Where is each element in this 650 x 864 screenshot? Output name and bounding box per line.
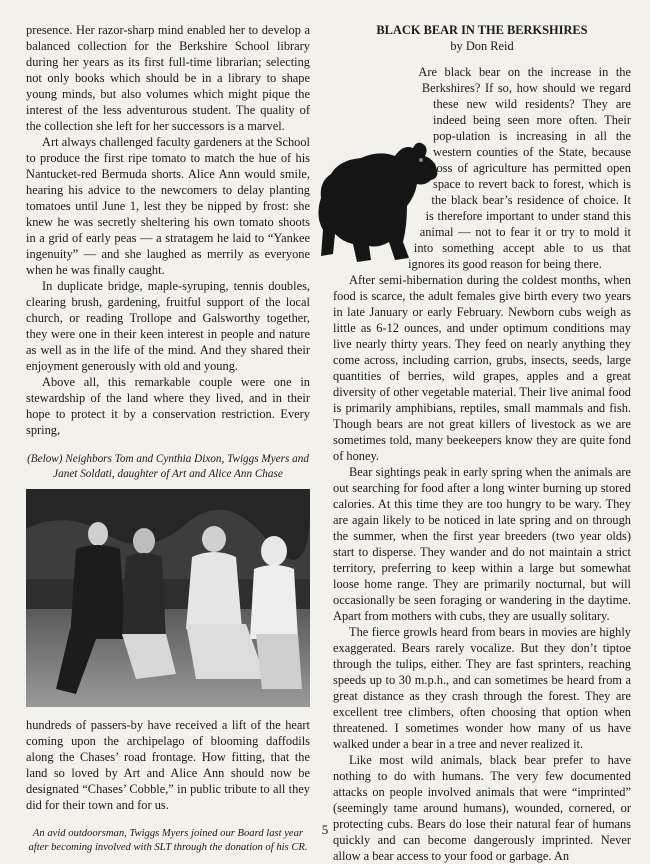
left-paragraph-3: In duplicate bridge, maple-syruping, tennis doubles, clearing brush, gardening, fruitful support of the local church, or reading Trollope and Galsworthy together, they were one in their keen interest in people and nature as well as in the life of the mind. And they shared their enjoyment generously with old and young. <box>26 279 310 373</box>
right-column <box>333 22 631 864</box>
left-paragraph-4: Above all, this remarkable couple were one in stewardship of the land where they lived, and in their hope to protect it by a conservation restriction. Every spring, <box>26 375 310 437</box>
right-paragraph-2: After semi-hibernation during the coldest months, when food is scarce, the adult females give birth every two years in late January or early February. Newborn cubs weigh as little as 6-12 ounces, and under optimum conditions may live nearly thirty years. They feed on nearly anything they come across, including carrion, grubs, insects, seeds, large quantities of berries, wild grapes, apples and a great diversity of other vegetable material. Their live animal food is primarily amphibians, reptiles, small mammals and fish. Though bears are not great killers of livestock as we are sometimes told, many beekeepers know they are quite fond of honey. <box>333 273 631 463</box>
right-paragraph-5: Like most wild animals, black bear prefer to have nothing to do with humans. The very few documented attacks on people involved animals that were “imprinted” (seemingly tame around humans), wounded, cornered, or protecting cubs. Bears do lose their natural fear of humans quickly and can become dangerously imprinted. Never allow a bear access to your food or garbage. An <box>333 753 631 863</box>
bear-illustration <box>297 130 427 270</box>
page-number: 5 <box>321 822 329 837</box>
group-photo-image <box>26 489 310 707</box>
photo-caption: (Below) Neighbors Tom and Cynthia Dixon, Twiggs Myers and Janet Soldati, daughter of Art and Alice Ann Chase <box>27 453 309 480</box>
right-paragraph-4: The fierce growls heard from bears in movies are highly exaggerated. Bears rarely vocalize. But they don’t tiptoe through the tulips, either. They are fast sprinters, reaching speeds up to 30 m.p.h., and can sometimes be heard from a great distance as they crash through the forest. They are excellent tree climbers, often choosing that option when threatened. I sometimes wonder how many of us have walked under a bear in a tree and never realized it. <box>333 625 631 751</box>
left-column <box>26 22 310 854</box>
left-paragraph-1: presence. Her razor-sharp mind enabled her to develop a balanced collection for the Berkshire School library during her years as its first full-time librarian; selecting not only books which should be in a library to shape young minds, but also volumes which might pique the interest of the less adventurous student. The quality of the collection she left for her successors is a marvel. <box>26 23 310 133</box>
right-paragraph-1 <box>333 64 631 272</box>
article-byline: by Don Reid <box>450 39 514 53</box>
left-paragraph-5: hundreds of passers-by have received a lift of the heart coming upon the archipelago of blooming daffodils along the Chases’ road frontage. How fitting, that the land so loved by Art and Alice Ann should now be designated “Chases’ Cobble,” in public tribute to all they did for their town and for us. <box>26 718 310 812</box>
left-paragraph-2: Art always challenged faculty gardeners at the School to produce the first ripe tomato to match the hue of his Nantucket-red Bermuda shorts. Alice Ann would smile, hearing his advice to the newcomers to delay planting tomatoes until June 1, lest they be nipped by frost: she knew he was secretly sheltering his own tomato shoots in a grid of early peas — a stratagem he laid to “Yankee ingenuity” — and she laughed as merrily as everyone when he was finally caught. <box>26 135 310 277</box>
group-photo <box>26 489 310 707</box>
right-paragraph-3: Bear sightings peak in early spring when the animals are out searching for food after a long winter burning up stored calories. At this time they are too hungry to be wary. They are again likely to be noticed in late spring and on through the summer, when the first year breeders (two year olds) start to disperse. They wander and do not maintain a strict territory, preferring to keep within a large but somewhat loose home range. They are primarily nocturnal, but will occasionally be seen foraging or wandering in the daytime. Apart from mothers with cubs, they are usually solitary. <box>333 465 631 623</box>
right-paragraph-1-text: Are black bear on the increase in the Berkshires? If so, how should we regard these new wild residents? They are indeed being seen more often. Their pop-ulation is increasing in all the western counties of the State, because loss of agriculture has permitted open space to revert back to forest, which is the black bear’s residence of choice. It is therefore important to under stand this animal — not to fear it or try to mold it into something accept able to us that ignores its good reason for being there. <box>408 65 631 271</box>
article-title: BLACK BEAR IN THE BERKSHIRES <box>376 23 588 37</box>
author-credit: An avid outdoorsman, Twiggs Myers joined our Board last year after becoming involved with SLT through the donation of his CR. <box>28 828 308 853</box>
